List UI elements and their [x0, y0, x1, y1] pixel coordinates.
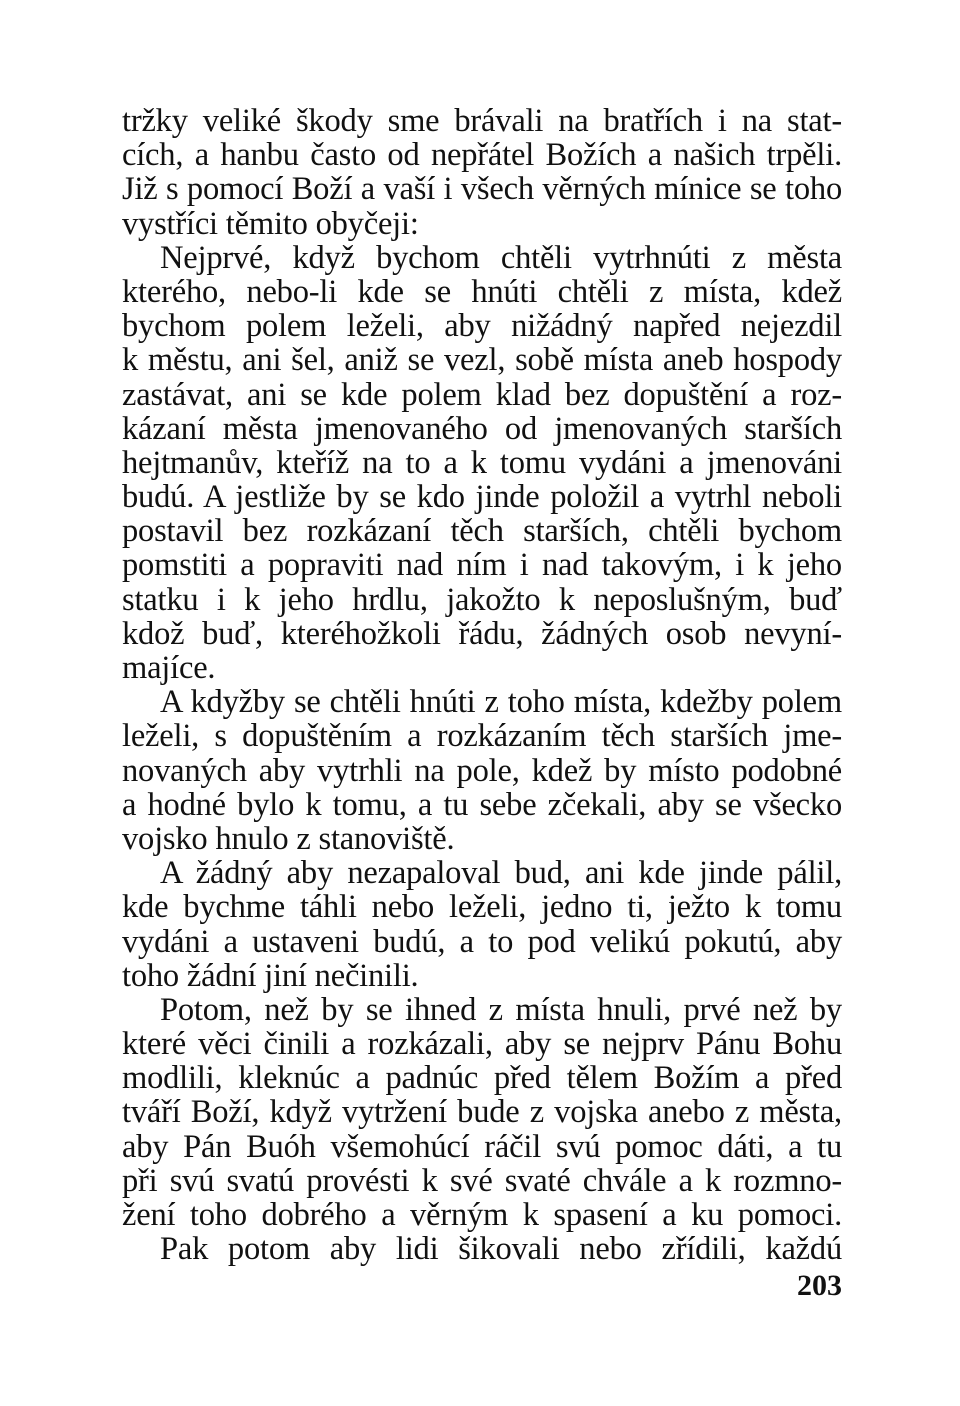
- text-line: Pak potom aby lidi šikovali nebo zřídili, každú: [160, 1231, 842, 1268]
- text-line: pomstiti a popraviti nad ním i nad takovým, i k jeho: [122, 547, 842, 584]
- text-line: cích, a hanbu často od nepřátel Božích a našich trpěli.: [122, 137, 842, 174]
- text-line: tváří Boží, když vytržení bude z vojska anebo z města,: [122, 1094, 842, 1131]
- text-line: žení toho dobrého a věrným k spasení a ku pomoci.: [122, 1197, 842, 1233]
- text-line: aby Pán Buóh všemohúcí ráčil svú pomoc dáti, a tu: [122, 1128, 842, 1165]
- text-line: novaných aby vytrhli na pole, kdež by místo podobné: [122, 752, 842, 789]
- body-text: [122, 104, 842, 1266]
- text-line: hejtmanův, kteříž na to a k tomu vydáni a jmenováni: [122, 444, 842, 481]
- text-line: kdož buď, kteréhožkoli řádu, žádných osob nevyní-: [122, 615, 842, 652]
- text-line: Potom, než by se ihned z místa hnuli, prvé než by: [160, 991, 842, 1028]
- text-line: vystříci těmito obyčeji:: [122, 205, 419, 242]
- text-line: k městu, ani šel, aniž se vezl, sobě místa aneb hospody: [122, 342, 842, 379]
- text-line: A kdyžby se chtěli hnúti z toho místa, kdežby polem: [160, 684, 842, 721]
- text-line: kde bychme táhli nebo leželi, jedno ti, ježto k tomu: [122, 889, 842, 926]
- page-number: 203: [797, 1269, 842, 1302]
- text-line: a hodné bylo k tomu, a tu sebe zčekali, aby se všecko: [122, 786, 842, 823]
- text-line: vydáni a ustaveni budú, a to pod velikú pokutú, aby: [122, 923, 842, 960]
- text-line: statku i k jeho hrdlu, jakožto k neposlušným, buď: [122, 581, 842, 618]
- text-line: zastávat, ani se kde polem klad bez dopuštění a roz-: [122, 376, 842, 413]
- text-line: které věci činili a rozkázali, aby se nejprv Pánu Bohu: [122, 1026, 842, 1063]
- text-line: tržky veliké škody sme brávali na bratřích i na stat-: [122, 103, 842, 139]
- text-line: leželi, s dopuštěním a rozkázaním těch starších jme-: [122, 718, 842, 755]
- text-line: vojsko hnulo z stanoviště.: [122, 820, 455, 857]
- text-line: majíce.: [122, 650, 216, 686]
- text-line: kázaní města jmenovaného od jmenovaných starších: [122, 410, 842, 447]
- text-line: bychom polem leželi, aby nižádný napřed nejezdil: [122, 308, 842, 345]
- text-line: Nejprvé, když bychom chtěli vytrhnúti z města: [160, 239, 842, 276]
- text-line: při svú svatú provésti k své svaté chvále a k rozmno-: [122, 1162, 842, 1199]
- text-line: budú. A jestliže by se kdo jinde položil a vytrhl neboli: [122, 479, 842, 516]
- text-line: toho žádní jiní nečinili.: [122, 957, 419, 994]
- text-line: postavil bez rozkázaní těch starších, chtěli bychom: [122, 513, 842, 550]
- text-line: A žádný aby nezapaloval bud, ani kde jinde pálil,: [160, 855, 842, 892]
- text-line: Již s pomocí Boží a vaší i všech věrných mínice se toho: [122, 171, 842, 208]
- text-line: modlili, kleknúc a padnúc před tělem Božím a před: [122, 1060, 842, 1097]
- text-line: kterého, nebo-li kde se hnúti chtěli z místa, kdež: [122, 273, 842, 310]
